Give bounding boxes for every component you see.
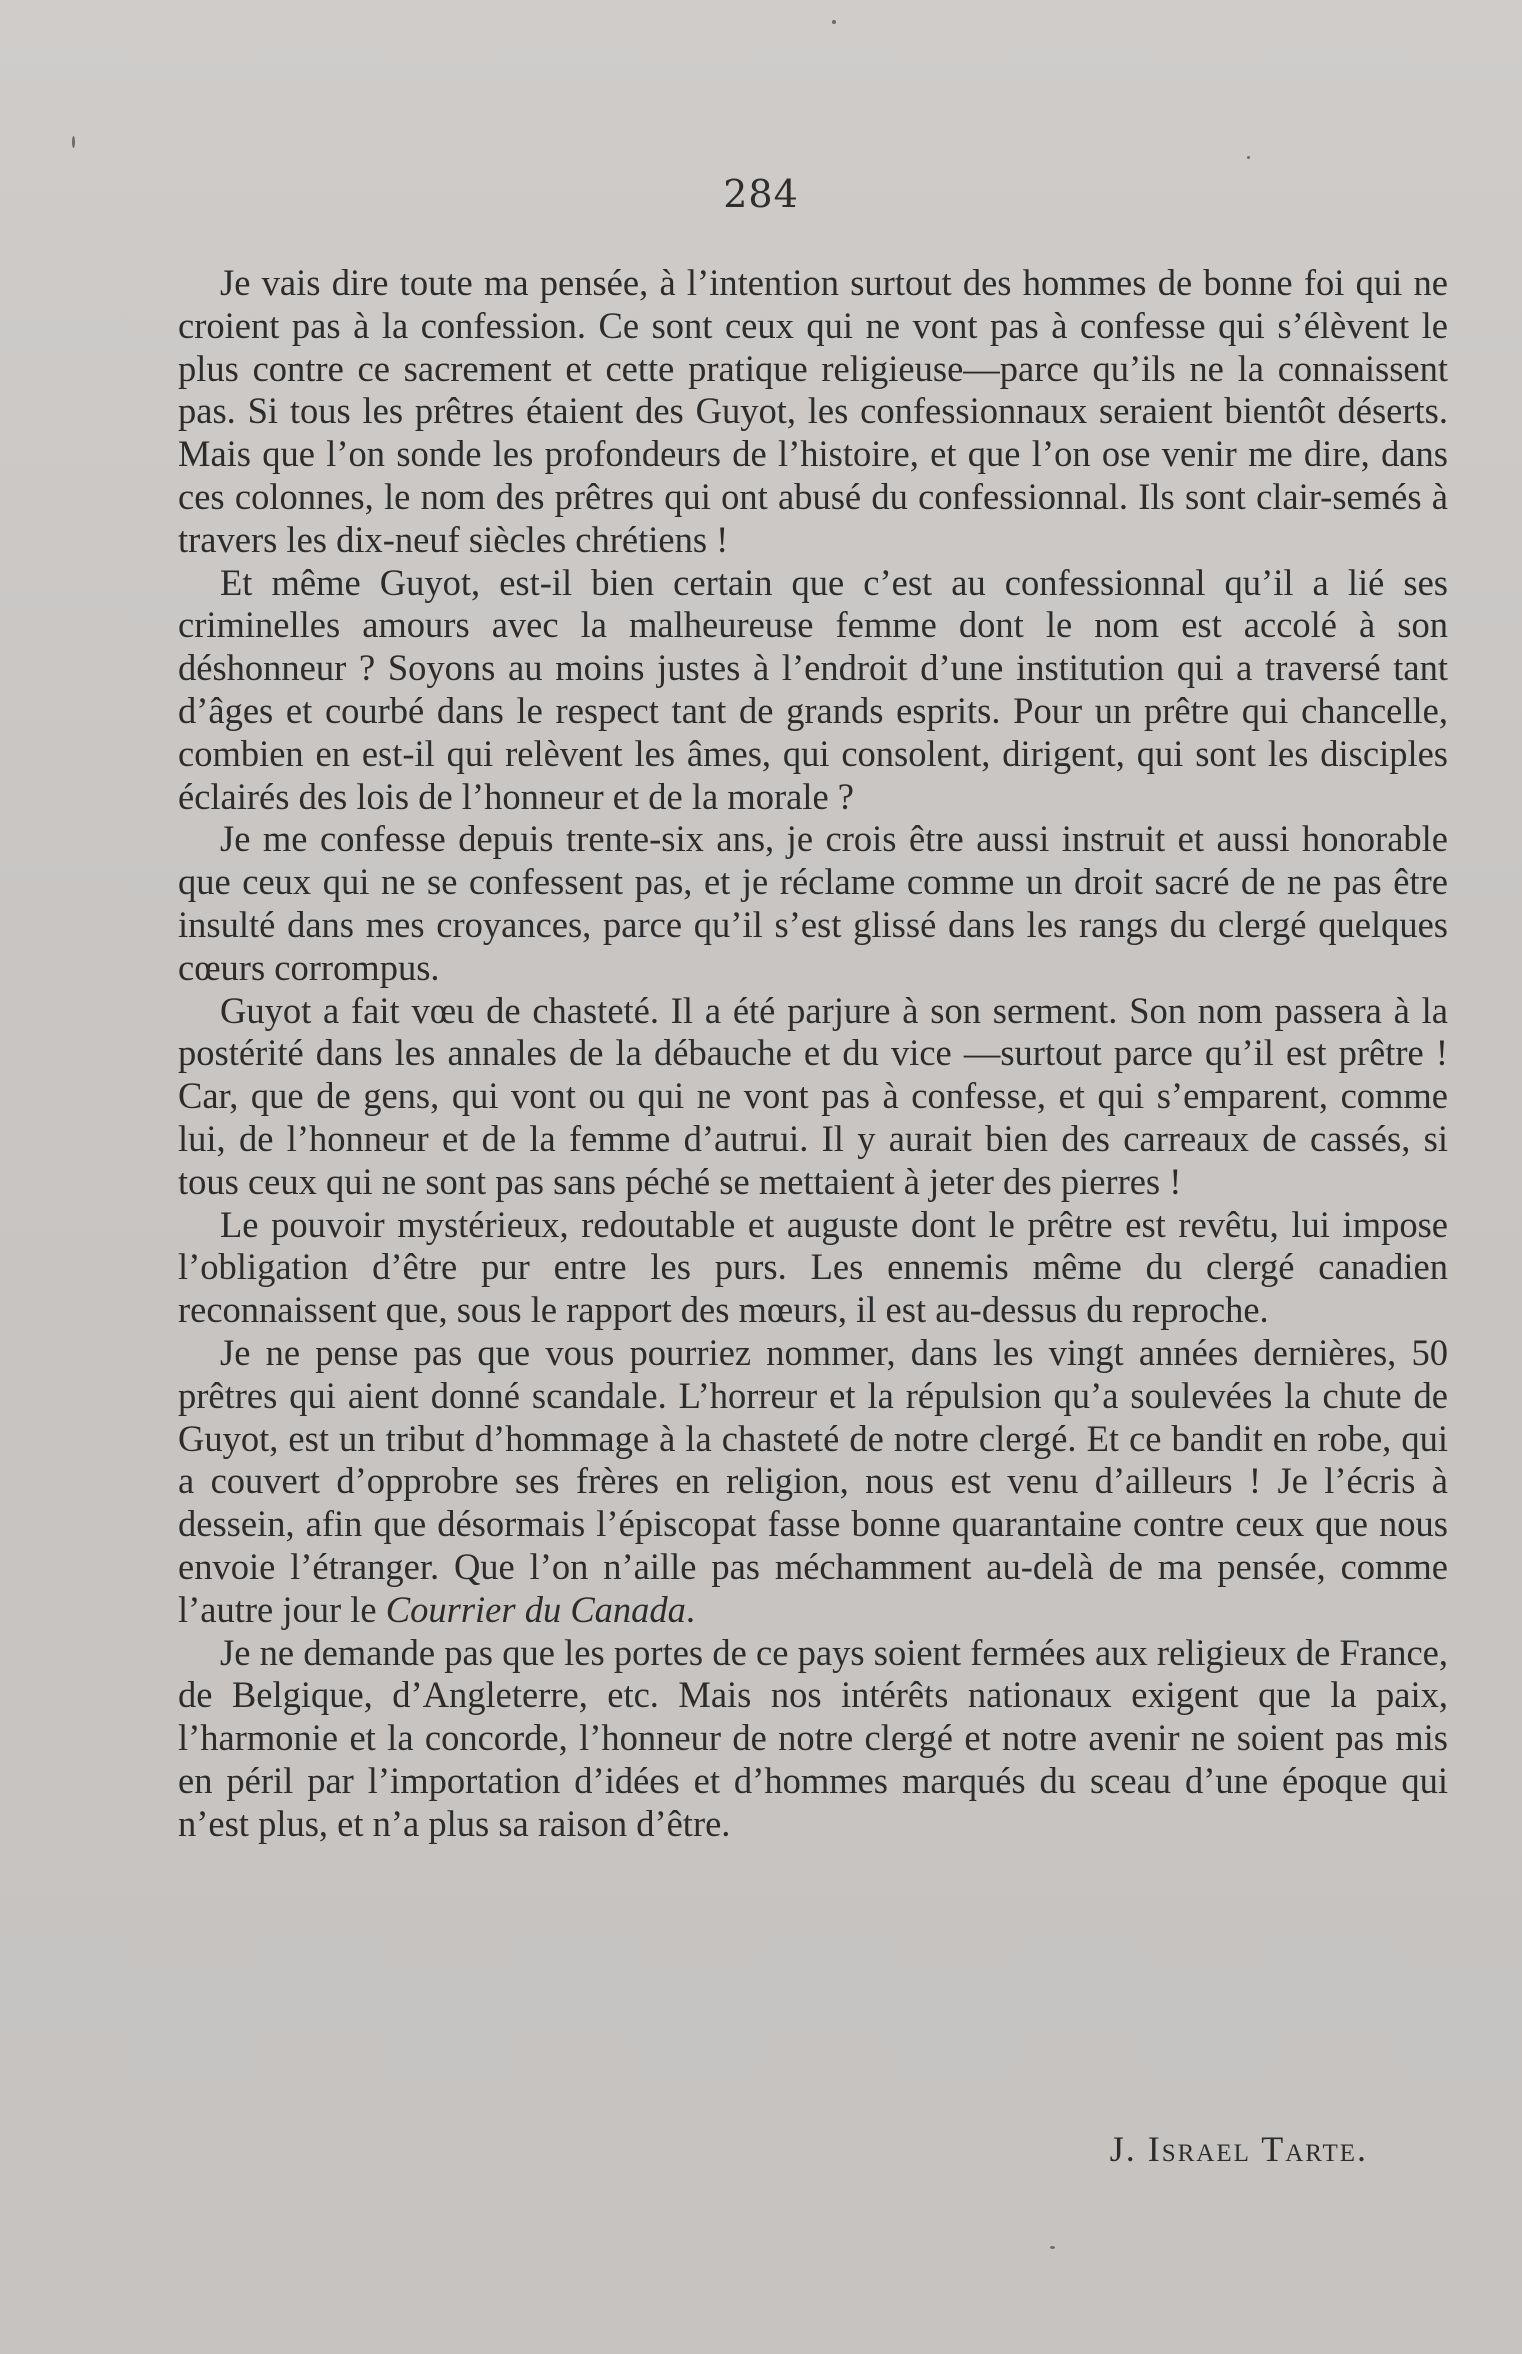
paragraph-4	[178, 990, 1448, 1204]
paragraph-3	[178, 818, 1448, 989]
paper-speck	[72, 136, 75, 148]
signature-name: Israel Tarte.	[1147, 2129, 1368, 2169]
paper-speck	[832, 20, 836, 24]
signature-initial: J.	[1109, 2129, 1137, 2169]
paper-speck	[1050, 2246, 1055, 2249]
paper-speck	[1247, 156, 1250, 159]
paragraph-5-text: Le pouvoir mystérieux, redoutable et auguste dont le prêtre est revêtu, lui impose l’obligation d’être pur entre les purs. Les ennemis même du clergé canadien reconnaissent que, sous le rapport des mœurs, il est au-dessus du reproche.	[178, 1203, 1448, 1331]
newspaper-title: Courrier du Canada	[385, 1588, 686, 1630]
paragraph-6-end: .	[685, 1588, 696, 1630]
paragraph-1	[178, 262, 1448, 562]
paragraph-2	[178, 562, 1448, 819]
paragraph-1-text: Je vais dire toute ma pensée, à l’intention surtout des hommes de bonne foi qui ne croient pas à la confession. Ce sont ceux qui ne vont pas à confesse qui s’élèvent le plus contre ce sacrement et cette pratique religieuse—parce qu’ils ne la connaissent pas. Si tous les prêtres étaient des Guyot, les confessionnaux seraient bientôt déserts. Mais que l’on sonde les profondeurs de l’histoire, et que l’on ose venir me dire, dans ces colonnes, le nom des prêtres qui ont abusé du confessionnal. Ils sont clair-semés à travers les dix-neuf siècles chrétiens !	[178, 262, 1448, 560]
author-signature	[0, 2128, 1368, 2170]
paragraph-6-text: Je ne pense pas que vous pourriez nommer, dans les vingt années dernières, 50 prêtres qui aient donné scandale. L’horreur et la répulsion qu’a soulevées la chute de Guyot, est un tribut d’hommage à la chasteté de notre clergé. Et ce bandit en robe, qui a couvert d’opprobre ses frères en religion, nous est venu d’ailleurs ! Je l’écris à dessein, afin que désormais l’épiscopat fasse bonne quarantaine contre ceux que nous envoie l’étranger. Que l’on n’aille pas méchamment au-delà de ma pensée, comme l’autre jour le	[178, 1331, 1448, 1630]
page-number: 284	[723, 172, 799, 216]
article-body	[178, 262, 1448, 1845]
paragraph-2-text: Et même Guyot, est-il bien certain que c’est au confessionnal qu’il a lié ses criminelles amours avec la malheureuse femme dont le nom est accolé à son déshonneur ? Soyons au moins justes à l’endroit d’une institution qui a traversé tant d’âges et courbé dans le respect tant de grands esprits. Pour un prêtre qui chancelle, combien en est-il qui relèvent les âmes, qui consolent, dirigent, qui sont les disciples éclairés des lois de l’honneur et de la morale ?	[178, 561, 1448, 817]
paragraph-7-text: Je ne demande pas que les portes de ce pays soient fermées aux religieux de France, de Belgique, d’Angleterre, etc. Mais nos intérêts nationaux exigent que la paix, l’harmonie et la concorde, l’honneur de notre clergé et notre avenir ne soient pas mis en péril par l’importation d’idées et d’hommes marqués du sceau d’une époque qui n’est plus, et n’a plus sa raison d’être.	[178, 1631, 1448, 1844]
paragraph-7	[178, 1632, 1448, 1846]
paragraph-4-text: Guyot a fait vœu de chasteté. Il a été parjure à son serment. Son nom passera à la postérité dans les annales de la débauche et du vice —surtout parce qu’il est prêtre ! Car, que de gens, qui vont ou qui ne vont pas à confesse, et qui s’emparent, comme lui, de l’honneur et de la femme d’autrui. Il y aurait bien des carreaux de cassés, si tous ceux qui ne sont pas sans péché se mettaient à jeter des pierres !	[178, 989, 1448, 1202]
paragraph-3-text: Je me confesse depuis trente-six ans, je crois être aussi instruit et aussi honorable que ceux qui ne se confessent pas, et je réclame comme un droit sacré de ne pas être insulté dans mes croyances, parce qu’il s’est glissé dans les rangs du clergé quelques cœurs corrompus.	[178, 818, 1448, 988]
paragraph-5	[178, 1204, 1448, 1332]
paragraph-6	[178, 1332, 1448, 1632]
